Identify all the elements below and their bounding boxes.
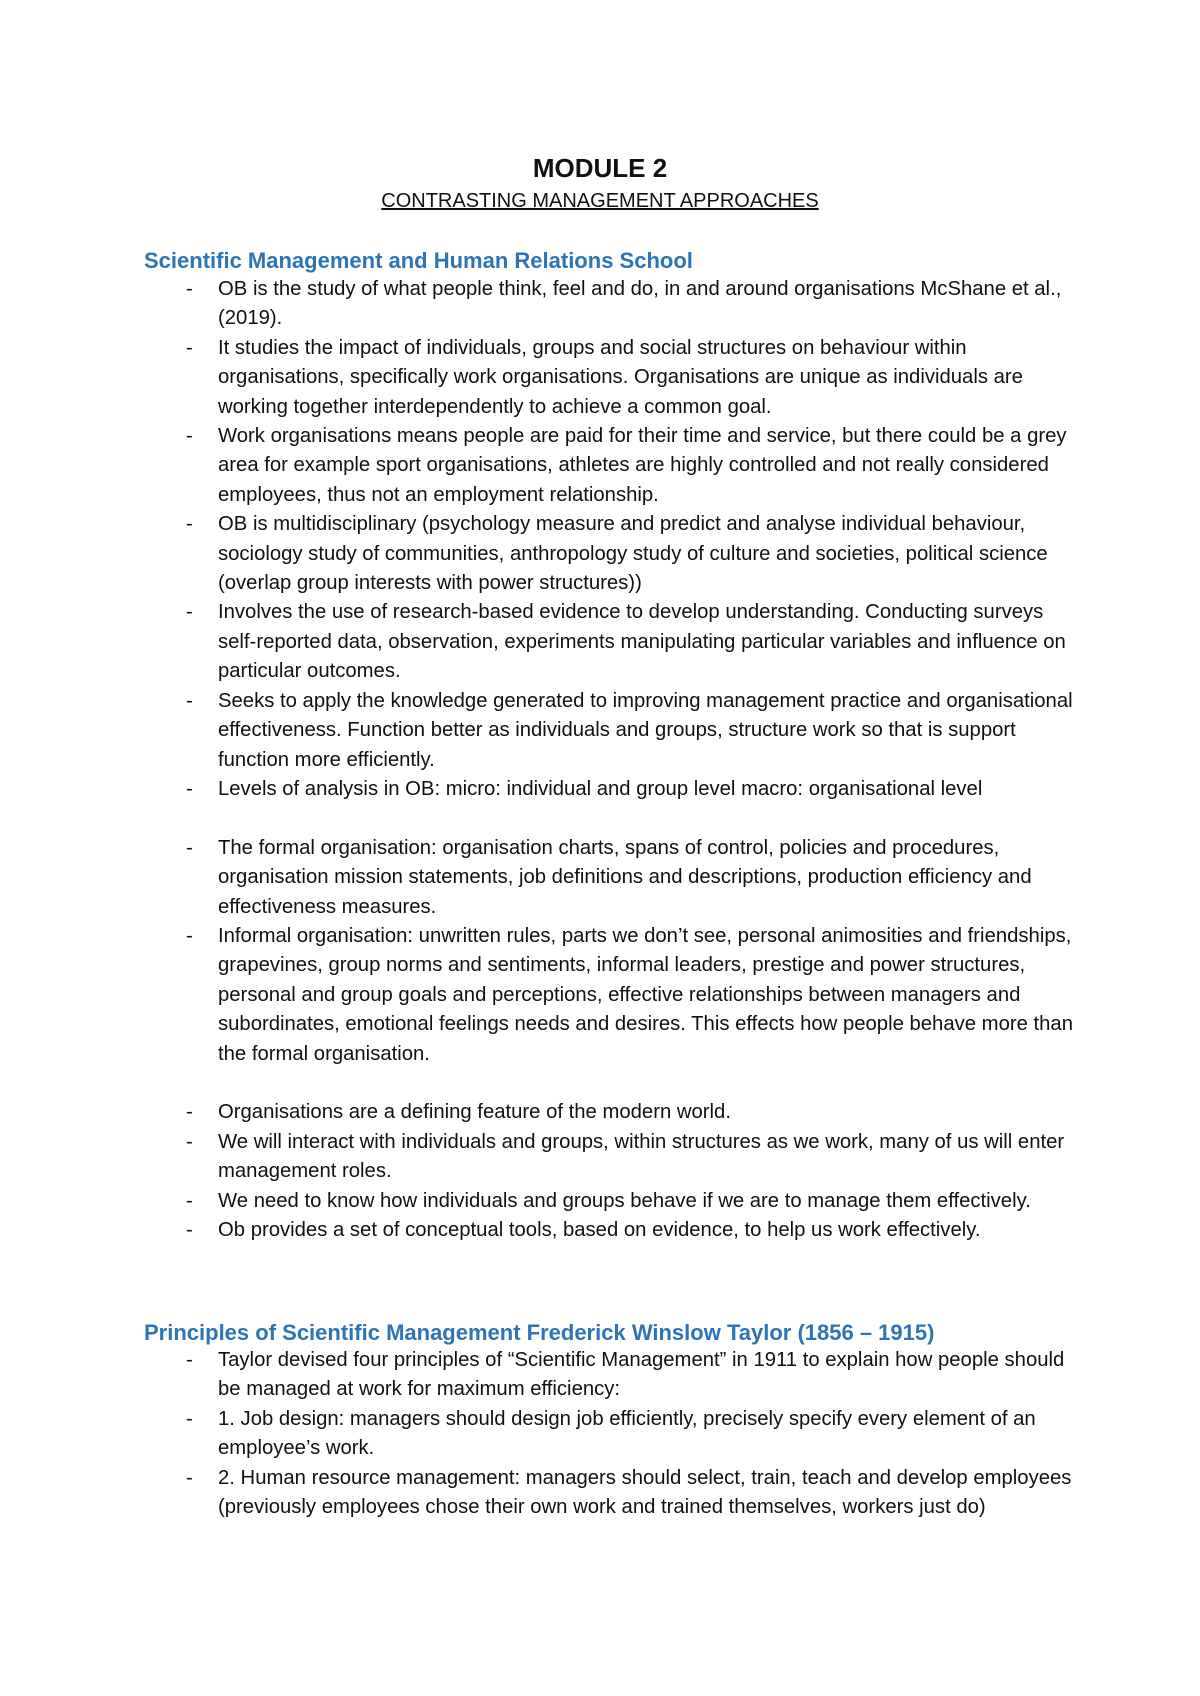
document-title: MODULE 2 bbox=[532, 153, 668, 183]
section-bullet-list bbox=[186, 275, 1086, 1245]
paragraph-spacer bbox=[186, 1069, 1086, 1098]
bullet-item bbox=[186, 1128, 1086, 1187]
section-bullet-list bbox=[186, 1346, 1086, 1522]
bullet-dash: - bbox=[186, 689, 193, 712]
bullet-text: 2. Human resource management: managers should select, train, teach and develop employees (previously employees chose their own work and trained themselves, workers just do) bbox=[218, 1466, 1072, 1519]
bullet-item bbox=[186, 598, 1086, 686]
bullet-text: 1. Job design: managers should design job efficiently, precisely specify every element of an employee’s work. bbox=[218, 1407, 1036, 1460]
bullet-dash: - bbox=[186, 336, 193, 359]
bullet-item bbox=[186, 1098, 1086, 1127]
bullet-dash: - bbox=[186, 1349, 193, 1371]
bullet-item bbox=[186, 1187, 1086, 1216]
bullet-text: We need to know how individuals and groups behave if we are to manage them effectively. bbox=[218, 1189, 1031, 1212]
bullet-dash: - bbox=[186, 513, 193, 536]
bullet-dash: - bbox=[186, 836, 193, 859]
bullet-item bbox=[186, 775, 1086, 804]
bullet-text: Work organisations means people are paid for their time and service, but there could be a grey area for example sport organisations, athletes are highly controlled and not really considered employees, thus not an employment relationship. bbox=[218, 425, 1067, 506]
bullet-text: OB is multidisciplinary (psychology measure and predict and analyse individual behaviour, sociology study of communities, anthropology study of culture and societies, political science (overlap group interests with power structures)) bbox=[218, 513, 1048, 595]
bullet-dash: - bbox=[186, 777, 193, 800]
bullet-item bbox=[186, 1464, 1086, 1523]
bullet-text: Involves the use of research-based evidence to develop understanding. Conducting surveys self-reported data, observation, experiments manipulating particular variables and influence on particular outcomes. bbox=[218, 601, 1066, 683]
bullet-text: We will interact with individuals and groups, within structures as we work, many of us will enter management roles. bbox=[218, 1130, 1065, 1183]
bullet-item bbox=[186, 922, 1086, 1069]
bullet-text: Levels of analysis in OB: micro: individual and group level macro: organisational level bbox=[218, 777, 983, 800]
bullet-item bbox=[186, 1346, 1086, 1405]
bullet-text: The formal organisation: organisation charts, spans of control, policies and procedures, organisation mission statements, job definitions and descriptions, production efficiency and effectiveness measures. bbox=[218, 836, 1032, 918]
bullet-dash: - bbox=[186, 1218, 193, 1241]
bullet-dash: - bbox=[186, 1101, 193, 1124]
bullet-text: Organisations are a defining feature of the modern world. bbox=[218, 1101, 731, 1124]
bullet-item bbox=[186, 334, 1086, 422]
bullet-text: Seeks to apply the knowledge generated to improving management practice and organisational effectiveness. Function better as individuals and groups, structure work so that is support function more efficiently. bbox=[218, 689, 1073, 771]
bullet-item bbox=[186, 275, 1086, 334]
bullet-item bbox=[186, 422, 1086, 510]
bullet-dash: - bbox=[186, 1130, 193, 1153]
bullet-dash: - bbox=[186, 1189, 193, 1212]
bullet-text: Ob provides a set of conceptual tools, based on evidence, to help us work effectively. bbox=[218, 1218, 981, 1241]
bullet-dash: - bbox=[186, 601, 193, 624]
bullet-item bbox=[186, 1405, 1086, 1464]
bullet-dash: - bbox=[186, 425, 193, 448]
bullet-item bbox=[186, 1216, 1086, 1245]
bullet-text: OB is the study of what people think, feel and do, in and around organisations McShane et al., (2019). bbox=[218, 278, 1062, 330]
bullet-item bbox=[186, 687, 1086, 775]
document-subtitle: CONTRASTING MANAGEMENT APPROACHES bbox=[381, 190, 819, 212]
bullet-dash: - bbox=[186, 1466, 193, 1489]
bullet-dash: - bbox=[186, 924, 193, 947]
paragraph-spacer bbox=[186, 804, 1086, 833]
bullet-dash: - bbox=[186, 278, 193, 300]
bullet-text: Taylor devised four principles of “Scientific Management” in 1911 to explain how people should be managed at work for maximum efficiency: bbox=[218, 1349, 1065, 1401]
section-heading-principles-scientific-management: Principles of Scientific Management Frederick Winslow Taylor (1856 – 1915) bbox=[144, 1320, 935, 1345]
bullet-item bbox=[186, 510, 1086, 598]
section-heading-scientific-management-human-relations: Scientific Management and Human Relations School bbox=[144, 248, 693, 273]
bullet-text: Informal organisation: unwritten rules, parts we don’t see, personal animosities and friendships, grapevines, group norms and sentiments, informal leaders, prestige and power structures, personal and group goals and perceptions, effective relationships between managers and subordinates, emotional feelings needs and desires. This effects how people behave more than the formal organisation. bbox=[218, 924, 1073, 1065]
bullet-dash: - bbox=[186, 1407, 193, 1430]
bullet-item bbox=[186, 834, 1086, 922]
bullet-text: It studies the impact of individuals, groups and social structures on behaviour within organisations, specifically work organisations. Organisations are unique as individuals are working together interdependently to achieve a common goal. bbox=[218, 336, 1023, 418]
